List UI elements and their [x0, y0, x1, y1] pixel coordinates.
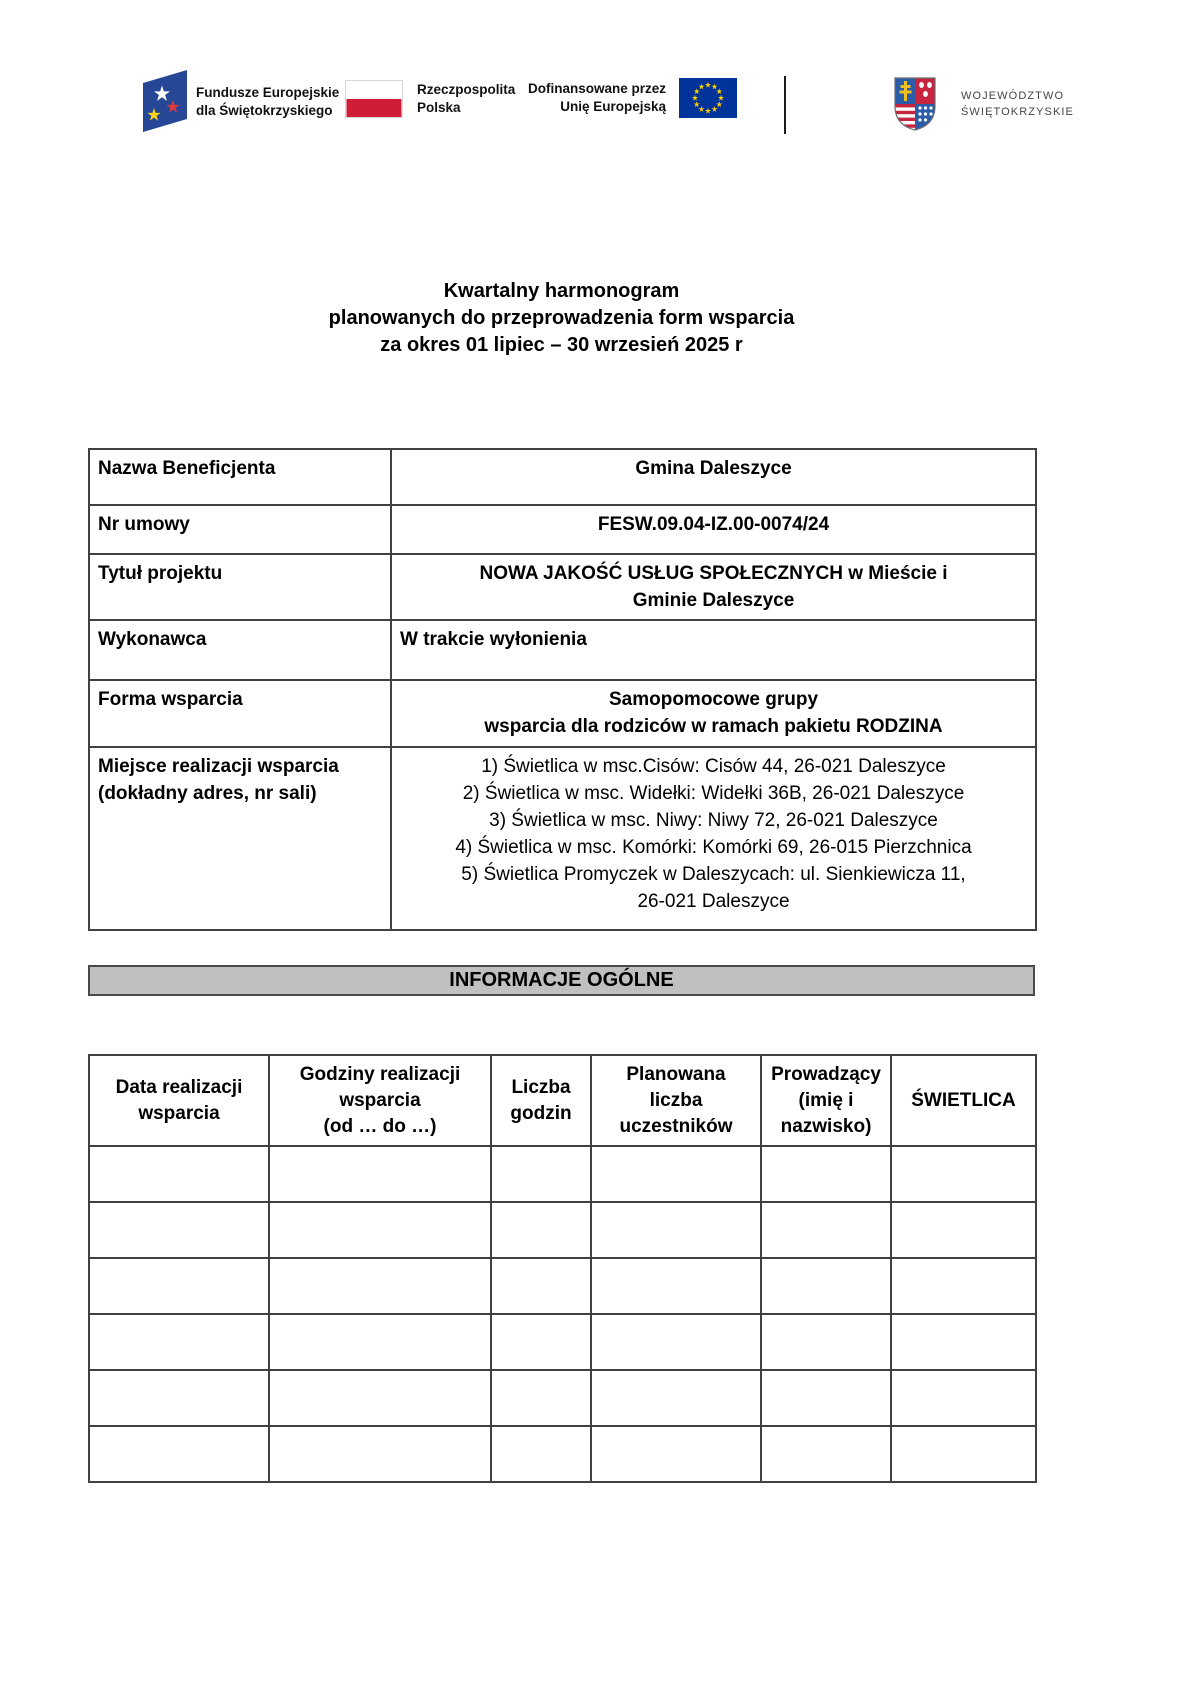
info-row-wykonawca: [89, 620, 1036, 680]
wojewodztwo-caption: [961, 88, 1074, 121]
empty-cell: [89, 1426, 269, 1482]
location-item: 5) Świetlica Promyczek w Daleszycach: ul. Sienkiewicza 11,: [461, 864, 966, 885]
empty-cell: [891, 1314, 1036, 1370]
empty-cell: [761, 1314, 891, 1370]
fe-logo-line1: Fundusze Europejskie: [196, 85, 340, 101]
location-item: 4) Świetlica w msc. Komórki: Komórki 69, 26-015 Pierzchnica: [455, 837, 972, 858]
info-value: [391, 554, 1036, 620]
info-label: Miejsce realizacji wsparcia (dokładny adres, nr sali): [89, 747, 391, 930]
info-label: Nr umowy: [89, 505, 391, 554]
info-value: FESW.09.04-IZ.00-0074/24: [391, 505, 1036, 554]
header-line: liczba: [649, 1089, 703, 1111]
header-divider: [784, 76, 786, 134]
empty-cell: [761, 1202, 891, 1258]
empty-cell: [89, 1314, 269, 1370]
info-label: Nazwa Beneficjenta: [89, 449, 391, 505]
info-value-line: wsparcia dla rodziców w ramach pakietu RODZINA: [484, 716, 943, 737]
section-banner: INFORMACJE OGÓLNE: [88, 965, 1035, 996]
schedule-empty-row: [89, 1370, 1036, 1426]
empty-cell: [269, 1146, 491, 1202]
empty-cell: [761, 1258, 891, 1314]
document-title: [88, 278, 1035, 359]
empty-cell: [491, 1426, 591, 1482]
schedule-empty-row: [89, 1426, 1036, 1482]
eu-line2: Unię Europejską: [560, 99, 667, 114]
col-header-godziny-realizacji: [269, 1055, 491, 1146]
info-row-nr-umowy: [89, 505, 1036, 554]
info-value: [391, 680, 1036, 747]
empty-cell: [891, 1258, 1036, 1314]
col-header-liczba-godzin: [491, 1055, 591, 1146]
info-label: Wykonawca: [89, 620, 391, 680]
info-label: Forma wsparcia: [89, 680, 391, 747]
empty-cell: [891, 1426, 1036, 1482]
info-row-tytul-projektu: [89, 554, 1036, 620]
empty-cell: [89, 1258, 269, 1314]
header-line: (od … do …): [323, 1115, 437, 1137]
empty-cell: [491, 1370, 591, 1426]
header-line: wsparcia: [339, 1089, 421, 1111]
header-line: Data realizacji: [115, 1076, 243, 1098]
header-line: Godziny realizacji: [299, 1063, 461, 1085]
project-info-table: [88, 448, 1037, 931]
empty-cell: [591, 1426, 761, 1482]
schedule-empty-row: [89, 1314, 1036, 1370]
info-label: Tytuł projektu: [89, 554, 391, 620]
empty-cell: [591, 1258, 761, 1314]
eu-caption: [528, 80, 666, 116]
empty-cell: [491, 1258, 591, 1314]
info-row-miejsce-realizacji: [89, 747, 1036, 930]
empty-cell: [269, 1426, 491, 1482]
empty-cell: [761, 1426, 891, 1482]
poland-flag-icon: [345, 80, 403, 118]
empty-cell: [269, 1370, 491, 1426]
fe-logo-block: [143, 70, 339, 134]
title-line3: za okres 01 lipiec – 30 wrzesień 2025 r: [380, 334, 743, 356]
info-value: Gmina Daleszyce: [391, 449, 1036, 505]
empty-cell: [89, 1202, 269, 1258]
location-item: 26-021 Daleszyce: [637, 891, 790, 912]
poland-flag-block: [345, 80, 515, 118]
fe-logo-line2: dla Świętokrzyskiego: [196, 103, 333, 118]
location-item: 3) Świetlica w msc. Niwy: Niwy 72, 26-021 Daleszyce: [489, 810, 938, 831]
info-value-line: Samopomocowe grupy: [608, 689, 819, 710]
info-value-line: Gminie Daleszyce: [632, 590, 795, 611]
empty-cell: [891, 1146, 1036, 1202]
empty-cell: [491, 1146, 591, 1202]
location-item: 1) Świetlica w msc.Cisów: Cisów 44, 26-021 Daleszyce: [481, 756, 946, 777]
empty-cell: [269, 1258, 491, 1314]
empty-cell: [591, 1146, 761, 1202]
schedule-empty-row: [89, 1202, 1036, 1258]
wojewodztwo-line1: WOJEWÓDZTWO: [961, 89, 1065, 102]
header-line: uczestników: [619, 1115, 733, 1137]
title-line1: Kwartalny harmonogram: [443, 280, 680, 302]
empty-cell: [591, 1314, 761, 1370]
empty-cell: [891, 1202, 1036, 1258]
empty-cell: [89, 1146, 269, 1202]
info-row-nazwa-beneficjenta: [89, 449, 1036, 505]
eu-line1: Dofinansowane przez: [528, 81, 667, 97]
fe-flag-icon: [143, 70, 187, 134]
empty-cell: [89, 1370, 269, 1426]
info-value: [391, 747, 1036, 930]
eu-flag-icon: [679, 78, 737, 118]
eu-flag-block: [528, 78, 737, 118]
header-line: godzin: [510, 1102, 572, 1124]
header-line: (imię i: [798, 1089, 854, 1111]
poland-line1: Rzeczpospolita: [417, 82, 516, 98]
col-header-prowadzacy: [761, 1055, 891, 1146]
empty-cell: [591, 1370, 761, 1426]
empty-cell: [269, 1314, 491, 1370]
empty-cell: [491, 1314, 591, 1370]
empty-cell: [591, 1202, 761, 1258]
schedule-empty-row: [89, 1146, 1036, 1202]
empty-cell: [269, 1202, 491, 1258]
empty-cell: [761, 1146, 891, 1202]
schedule-table: [88, 1054, 1037, 1483]
location-item: 2) Świetlica w msc. Widełki: Widełki 36B, 26-021 Daleszyce: [462, 783, 965, 804]
header-line: nazwisko): [780, 1115, 872, 1137]
col-header-swietlica: [891, 1055, 1036, 1146]
header-line: Planowana: [626, 1063, 726, 1085]
header-line: ŚWIETLICA: [911, 1089, 1016, 1111]
info-row-forma-wsparcia: [89, 680, 1036, 747]
poland-caption: [417, 81, 515, 117]
wojewodztwo-crest-icon: [893, 76, 937, 132]
header-line: Prowadzący: [771, 1063, 881, 1085]
logo-header: [0, 0, 1200, 160]
title-line2: planowanych do przeprowadzenia form wsparcia: [328, 307, 795, 329]
header-line: wsparcia: [138, 1102, 220, 1124]
empty-cell: [761, 1370, 891, 1426]
schedule-header-row: [89, 1055, 1036, 1146]
wojewodztwo-block: [893, 76, 1074, 132]
fe-logo-caption: [196, 84, 339, 120]
empty-cell: [891, 1370, 1036, 1426]
wojewodztwo-line2: ŚWIĘTOKRZYSKIE: [961, 106, 1074, 118]
schedule-empty-row: [89, 1258, 1036, 1314]
info-value-line: NOWA JAKOŚĆ USŁUG SPOŁECZNYCH w Mieście i: [479, 563, 948, 584]
header-line: Liczba: [511, 1076, 571, 1098]
col-header-planowana-liczba: [591, 1055, 761, 1146]
info-value: W trakcie wyłonienia: [391, 620, 1036, 680]
poland-line2: Polska: [417, 100, 461, 115]
col-header-data-realizacji: [89, 1055, 269, 1146]
empty-cell: [491, 1202, 591, 1258]
